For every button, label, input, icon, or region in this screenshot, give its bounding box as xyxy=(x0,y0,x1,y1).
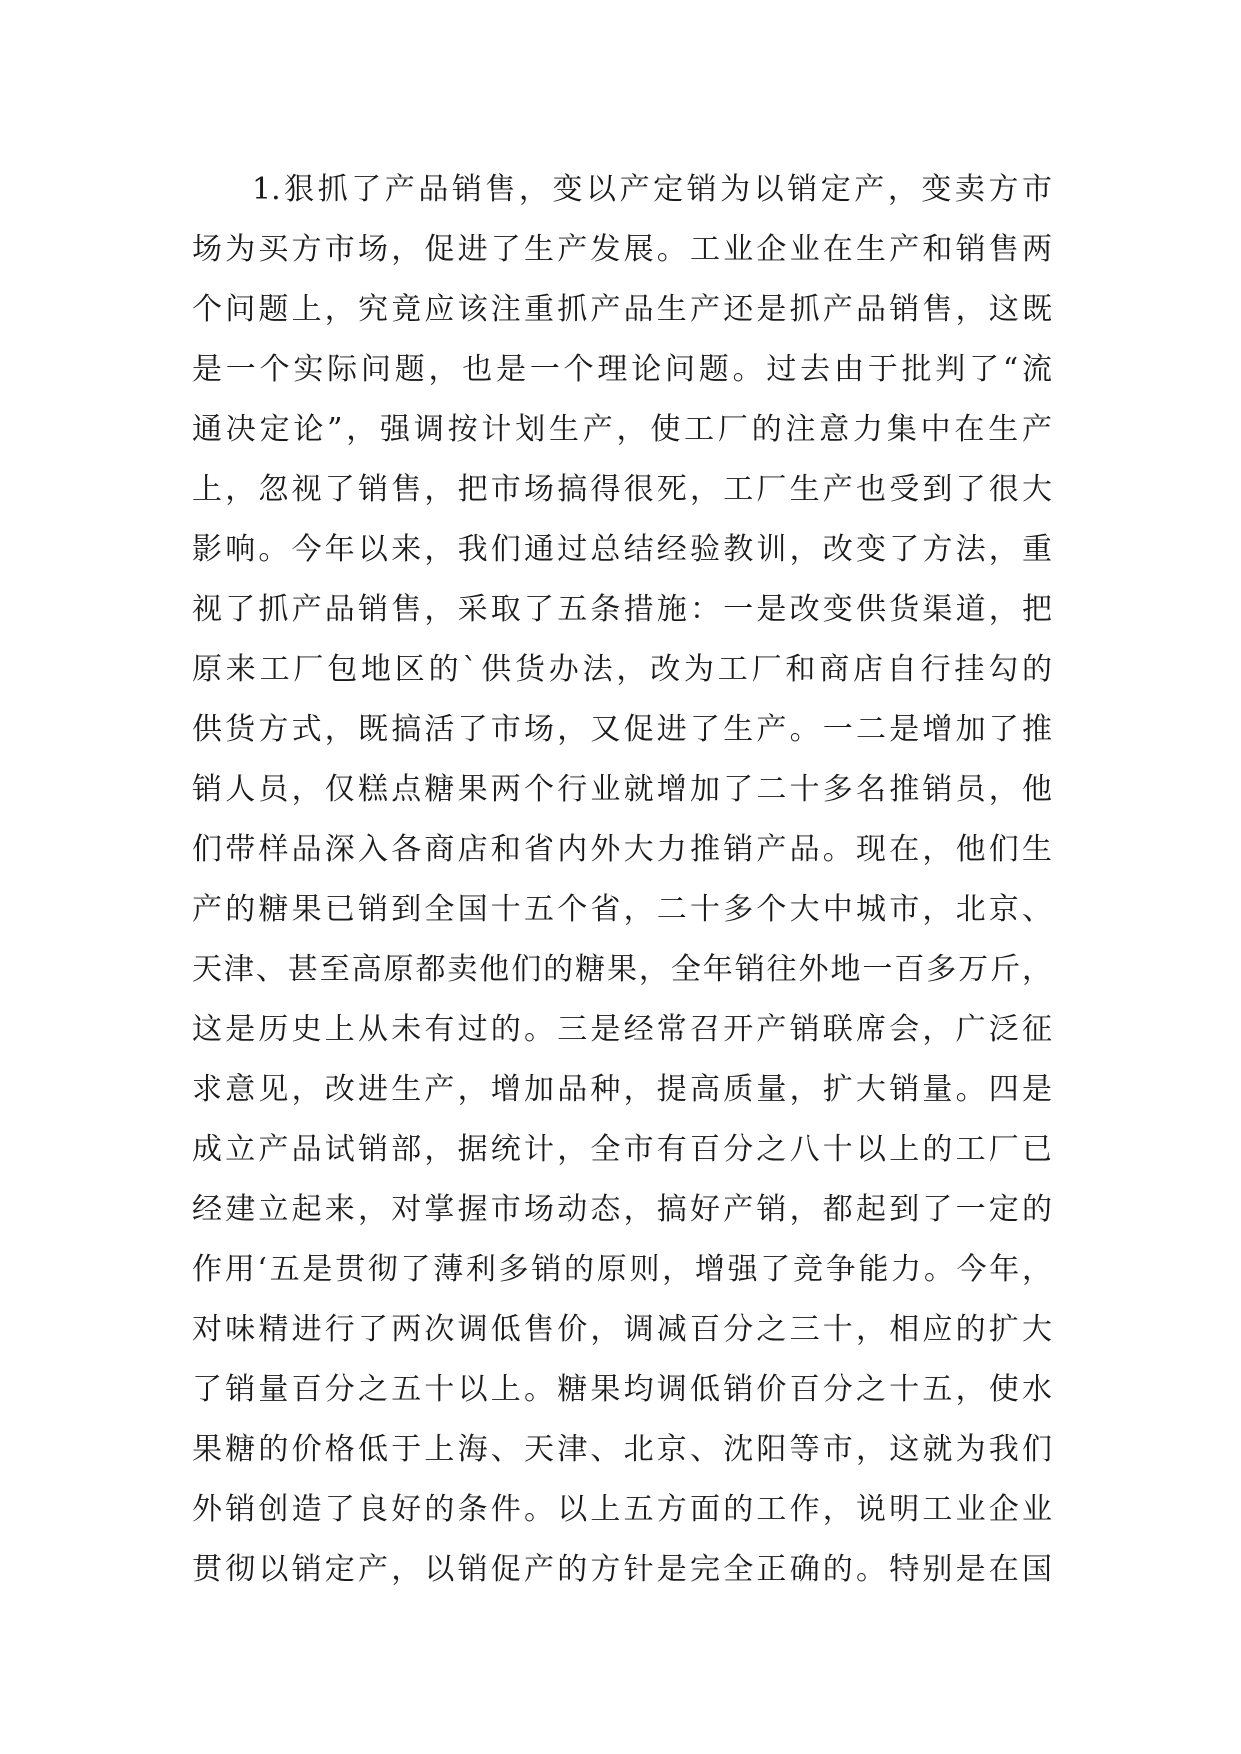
text-line: 作用‘五是贯彻了薄利多销的原则，增强了竞争能力。今年， xyxy=(192,1252,1052,1287)
text-line: 销人员，仅糕点糖果两个行业就增加了二十多名推销员，他 xyxy=(192,772,1052,807)
text-line: 视了抓产品销售，采取了五条措施：一是改变供货渠道，把 xyxy=(192,592,1052,627)
text-line: 供货方式，既搞活了市场，又促进了生产。一二是增加了推 xyxy=(192,712,1052,747)
text-line: 对味精进行了两次调低售价，调减百分之三十，相应的扩大 xyxy=(192,1312,1052,1347)
text-line: 是一个实际问题，也是一个理论问题。过去由于批判了“流 xyxy=(192,352,1052,387)
text-line: 们带样品深入各商店和省内外大力推销产品。现在，他们生 xyxy=(192,832,1052,867)
text-line: 贯彻以销定产，以销促产的方针是完全正确的。特别是在国 xyxy=(192,1552,1052,1587)
text-line: 个问题上，究竟应该注重抓产品生产还是抓产品销售，这既 xyxy=(192,292,1052,327)
text-line: 原来工厂包地区的`供货办法，改为工厂和商店自行挂勾的 xyxy=(192,652,1052,687)
text-line: 成立产品试销部，据统计，全市有百分之八十以上的工厂已 xyxy=(192,1132,1052,1167)
text-line: 天津、甚至高原都卖他们的糖果，全年销往外地一百多万斤， xyxy=(192,952,1052,987)
text-line: 影响。今年以来，我们通过总结经验教训，改变了方法，重 xyxy=(192,532,1052,567)
text-line: 场为买方市场，促进了生产发展。工业企业在生产和销售两 xyxy=(192,232,1052,267)
body-paragraph xyxy=(192,160,1052,1600)
text-line: 了销量百分之五十以上。糖果均调低销价百分之十五，使水 xyxy=(192,1372,1052,1407)
text-line: 上，忽视了销售，把市场搞得很死，工厂生产也受到了很大 xyxy=(192,472,1052,507)
text-line: 求意见，改进生产，增加品种，提高质量，扩大销量。四是 xyxy=(192,1072,1052,1107)
text-line: 果糖的价格低于上海、天津、北京、沈阳等市，这就为我们 xyxy=(192,1432,1052,1467)
text-line: 产的糖果已销到全国十五个省，二十多个大中城市，北京、 xyxy=(192,892,1052,927)
text-line: 经建立起来，对掌握市场动态，搞好产销，都起到了一定的 xyxy=(192,1192,1052,1227)
text-line: 外销创造了良好的条件。以上五方面的工作，说明工业企业 xyxy=(192,1492,1052,1527)
text-line: 这是历史上从未有过的。三是经常召开产销联席会，广泛征 xyxy=(192,1012,1052,1047)
text-line: 1.狠抓了产品销售，变以产定销为以销定产，变卖方市 xyxy=(252,172,1052,207)
text-line: 通决定论”，强调按计划生产，使工厂的注意力集中在生产 xyxy=(192,412,1052,447)
